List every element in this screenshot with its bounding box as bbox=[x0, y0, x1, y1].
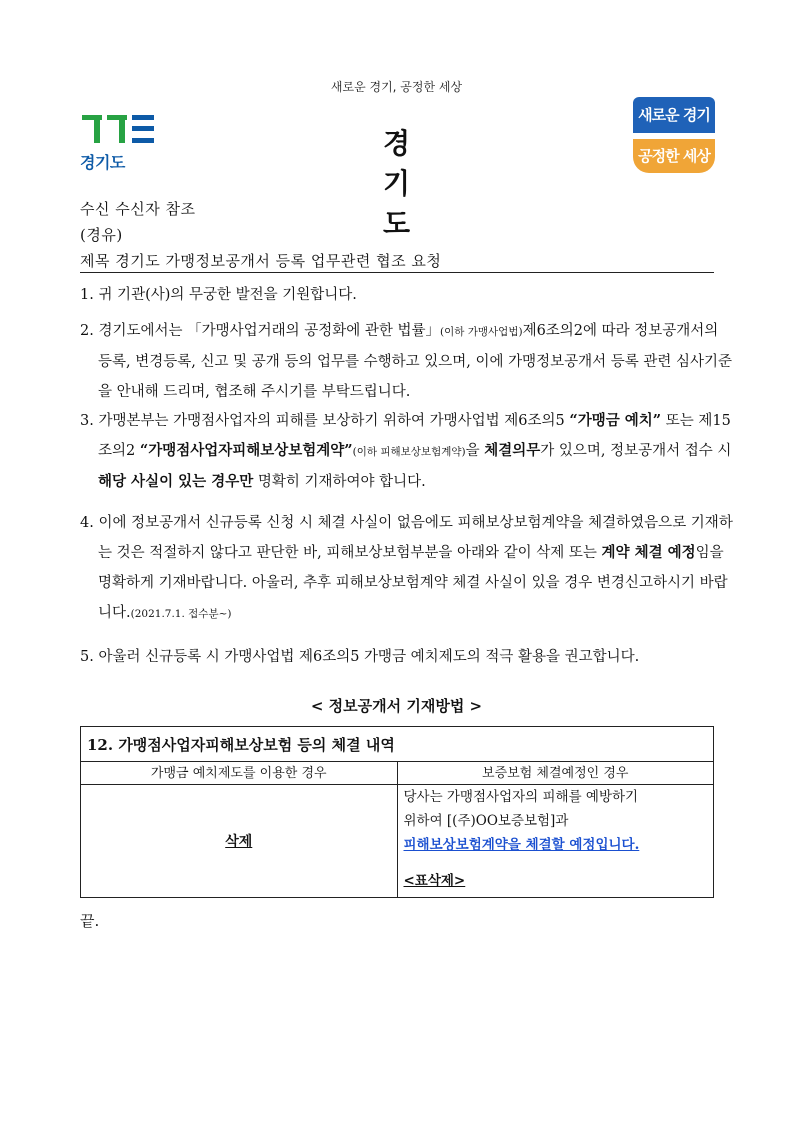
table-cell-insurance bbox=[397, 785, 714, 898]
table-col-insurance: 보증보험 체결예정인 경우 bbox=[397, 762, 714, 785]
paragraph-2 bbox=[80, 316, 734, 407]
p3-text-j: 명확히 기재하여야 합니다. bbox=[253, 474, 426, 490]
insurance-line-1: 당사는 가맹점사업자의 피해를 예방하기 bbox=[403, 789, 639, 805]
p3-text-i: 해당 사실이 있는 경우만 bbox=[98, 473, 254, 490]
p3-text-b: “가맹금 예치” bbox=[569, 412, 662, 429]
paragraph-1: 1. 귀 기관(사)의 무궁한 발전을 기원합니다. bbox=[80, 287, 357, 303]
p3-text-a: 3. 가맹본부는 가맹점사업자의 피해를 보상하기 위하여 가맹사업법 제6조의5 bbox=[80, 413, 570, 429]
p2-text-b: (이하 가맹사업법) bbox=[440, 326, 523, 338]
divider bbox=[80, 272, 714, 273]
recipient-line: 수신 수신자 참조 bbox=[80, 200, 196, 218]
seal-top-text: 새로운 경기 bbox=[633, 97, 715, 133]
p2-text-c: 제6조의2에 따라 정보공개서의 등록, 변경등록, 신고 및 공개 등의 업무를 수행하고 있으며, 이에 가맹정보공개서 등록 관련 심사기준을 안내해 드리며, 협조해 주시기를 부탁드립니다. bbox=[98, 323, 733, 400]
insurance-line-2: 위하여 [(주)OO보증보험]과 bbox=[403, 813, 569, 829]
insurance-line-4: <표삭제> bbox=[403, 873, 466, 889]
p4-text-c: 임을 명확하게 기재바랍니다. 아울러, 추후 피해보상보험계약 체결 사실이 있을 경우 변경신고하시기 바랍니다. bbox=[98, 545, 728, 621]
p4-text-a: 4. 이에 정보공개서 신규등록 신청 시 체결 사실이 없음에도 피해보상보험계약을 체결하였음으로 기재하는 것은 적절하지 않다고 판단한 바, 피해보상보험부분을 아래와 같이 삭제 또는 bbox=[80, 515, 733, 561]
p3-text-g: 체결의무 bbox=[484, 442, 541, 459]
slogan: 새로운 경기, 공정한 세상 bbox=[330, 80, 463, 94]
table-title: 12. 가맹점사업자피해보상보험 등의 체결 내역 bbox=[81, 727, 714, 762]
logo-text: 경기도 bbox=[80, 153, 125, 172]
seal-bottom-text: 공정한 세상 bbox=[633, 139, 715, 173]
paragraph-5: 5. 아울러 신규등록 시 가맹사업법 제6조의5 가맹금 예치제도의 적극 활용을 권고합니다. bbox=[80, 649, 640, 665]
closing-mark: 끝. bbox=[80, 912, 100, 930]
p4-text-b: 계약 체결 예정 bbox=[601, 544, 696, 561]
p3-text-e: (이하 피해보상보험계약) bbox=[352, 446, 466, 458]
paragraph-3 bbox=[80, 406, 734, 497]
p3-text-h: 가 있으며, 정보공개서 접수 시 bbox=[540, 443, 732, 459]
spacer bbox=[404, 857, 708, 869]
p2-text-a: 2. 경기도에서는 「가맹사업거래의 공정화에 관한 법률」 bbox=[80, 323, 441, 339]
gyeonggi-logo-icon bbox=[80, 112, 156, 172]
slogan-seal-icon bbox=[633, 97, 715, 179]
document-title: 경 기 도 bbox=[382, 127, 481, 240]
table-cell-delete: 삭제 bbox=[81, 785, 398, 898]
section-heading: < 정보공개서 기재방법 > bbox=[310, 697, 483, 715]
subject-line: 제목 경기도 가맹정보공개서 등록 업무관련 협조 요청 bbox=[80, 252, 442, 270]
p3-text-d: “가맹점사업자피해보상보험계약” bbox=[139, 442, 353, 459]
p3-text-f: 을 bbox=[465, 443, 485, 459]
paragraph-4 bbox=[80, 508, 734, 629]
p3-text-c: 또는 제15조의2 bbox=[98, 413, 731, 459]
via-line: (경유) bbox=[80, 226, 123, 244]
table-col-deposit: 가맹금 예치제도를 이용한 경우 bbox=[81, 762, 398, 785]
insurance-line-3: 피해보상보험계약을 체결할 예정입니다. bbox=[403, 837, 640, 853]
p4-text-d: (2021.7.1. 접수분~) bbox=[130, 608, 232, 620]
disclosure-table bbox=[80, 726, 714, 898]
